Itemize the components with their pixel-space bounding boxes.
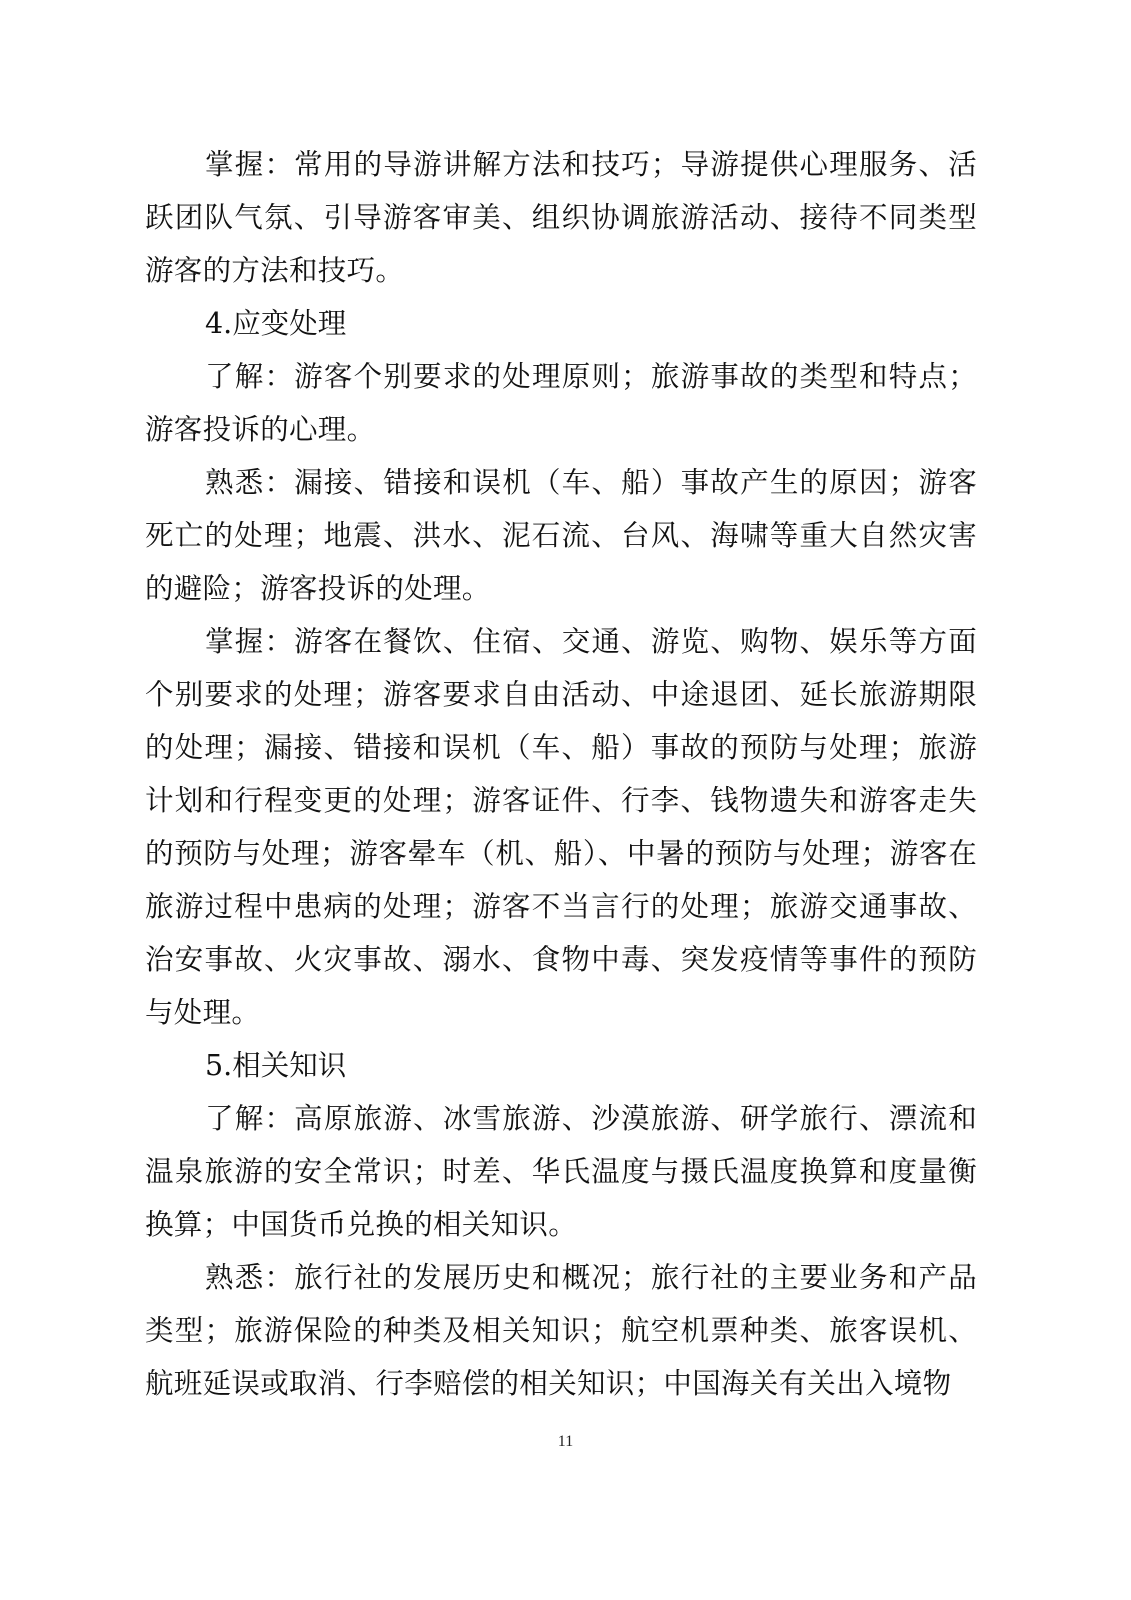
paragraph-familiar-emergency: 熟悉：漏接、错接和误机（车、船）事故产生的原因；游客死亡的处理；地震、洪水、泥石流、台风、海啸等重大自然灾害的避险；游客投诉的处理。	[145, 466, 977, 605]
section-heading-related-knowledge: 5.相关知识	[205, 1049, 347, 1082]
paragraph-master-emergency: 掌握：游客在餐饮、住宿、交通、游览、购物、娱乐等方面个别要求的处理；游客要求自由活动、中途退团、延长旅游期限的处理；漏接、错接和误机（车、船）事故的预防与处理；旅游计划和行程变更的处理；游客证件、行李、钱物遗失和游客走失的预防与处理；游客晕车（机、船）、中暑的预防与处理；游客在旅游过程中患病的处理；游客不当言行的处理；旅游交通事故、治安事故、火灾事故、溺水、食物中毒、突发疫情等事件的预防与处理。	[145, 625, 977, 1029]
paragraph-master-guiding-methods: 掌握：常用的导游讲解方法和技巧；导游提供心理服务、活跃团队气氛、引导游客审美、组织协调旅游活动、接待不同类型游客的方法和技巧。	[145, 148, 977, 287]
page-number: 11	[557, 1433, 574, 1450]
paragraph-understand-related: 了解：高原旅游、冰雪旅游、沙漠旅游、研学旅行、漂流和温泉旅游的安全常识；时差、华氏温度与摄氏温度换算和度量衡换算；中国货币兑换的相关知识。	[145, 1102, 977, 1241]
paragraph-understand-emergency: 了解：游客个别要求的处理原则；旅游事故的类型和特点；游客投诉的心理。	[145, 360, 977, 446]
page-body	[145, 138, 977, 1410]
paragraph-familiar-related: 熟悉：旅行社的发展历史和概况；旅行社的主要业务和产品类型；旅游保险的种类及相关知识；航空机票种类、旅客误机、航班延误或取消、行李赔偿的相关知识；中国海关有关出入境物	[145, 1261, 977, 1400]
section-heading-emergency-handling: 4.应变处理	[205, 307, 347, 340]
